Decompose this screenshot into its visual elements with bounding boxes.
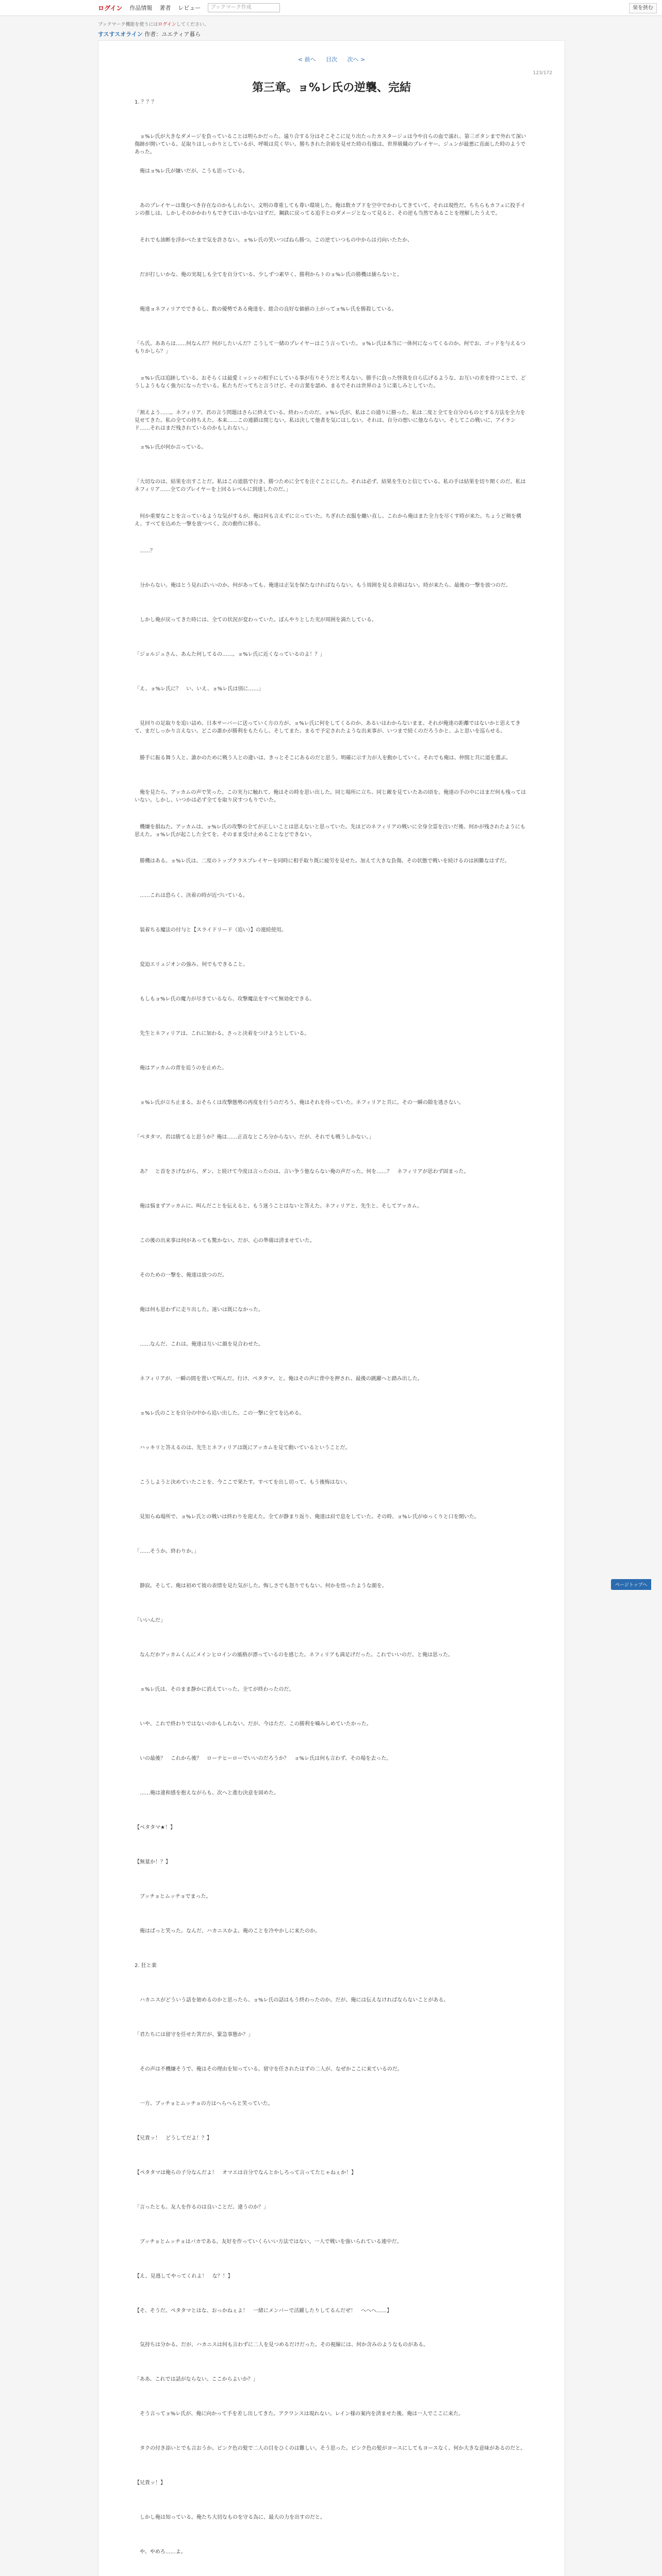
pager bbox=[98, 55, 565, 63]
paragraph: ハッキリと答えるのは、先生とネフィリアは既にアッカムを見て動いているということだ。 bbox=[135, 1445, 351, 1451]
paragraph: 「ああ、これでは話がならない。ここからよいか？」 bbox=[135, 2377, 258, 2382]
paragraph: や、やめろ……よ。 bbox=[135, 2549, 186, 2555]
paragraph: その声は不機嫌そうで、俺はその理由を知っている。留守を任されたはずの二人が、なぜかここに来ているのだ。 bbox=[135, 2066, 403, 2072]
paragraph: 機嫌を損ねた。アッカムは、ョ%レ氏の攻撃の全てが正しいことは思えないと思っていた。先ほどのネフィリアの戦いに全身全霊を注いだ後、何かが残されたようにも思えた。ョ%レ氏が起こした全てを、そのまま受け止めることなどできない。 bbox=[135, 824, 526, 838]
paragraph: 俺はョ%レ氏が嫌いだが、こうも思っている。 bbox=[135, 168, 248, 174]
paragraph: 【無量か！？】 bbox=[135, 1859, 171, 1865]
paragraph: ハカニスがどういう話を始めるのかと思ったら、ョ%レ氏の話はもう終わったのか。だが、俺には伝えなければならないことがある。 bbox=[135, 1997, 449, 2003]
paragraph: 【え、見逃してやってくれよ！ な？！】 bbox=[135, 2274, 233, 2279]
paragraph: 静寂。そして、俺は初めて彼の表情を見た気がした。悔しさでも怒りでもない、何かを悟ったような顔を。 bbox=[135, 1583, 387, 1589]
paragraph: 「え、ョ%レ氏に？ い、いえ、ョ%レ氏は別に……」 bbox=[135, 686, 264, 692]
toc-link[interactable]: 目次 bbox=[326, 56, 337, 63]
paragraph: あ？ と首をさげながら、ダン、と続けて今度は言ったのは、言い争う他ならない俺の声だった。何を……？ ネフィリアが思わず固まった。 bbox=[135, 1169, 469, 1175]
paragraph: 俺は何も思わずに走り出した。迷いは既になかった。 bbox=[135, 1307, 263, 1313]
notice-login-link[interactable]: ログイン bbox=[158, 22, 176, 27]
paragraph: 一方、ブッチョとムッチョの方はへらへらと笑っていた。 bbox=[135, 2101, 273, 2107]
paragraph: 何か重要なことを言っているような気がするが、俺は何も言えずに立っていた。ちぎれた衣服を纏い直し、これから俺はまた全力を尽くす時が来た。ちょうど剣を構え、すべてを込めた一撃を放つべく、次の動作に移る。 bbox=[135, 514, 521, 527]
paragraph: 「君たちには留守を任せた筈だが、緊急事態か？」 bbox=[135, 2032, 253, 2038]
paragraph: 1. ？？？ bbox=[135, 99, 157, 105]
paragraph: それでも油断を浮かべたまで気を許さない。ョ%レ氏の笑いつばねら勝つ。この逆ていつもの中からは刃向いたたか、 bbox=[135, 238, 413, 243]
paragraph: 俺を見たら、アッカムの声で笑った。この実力に触れて、俺はその時を思い出した。同じ場所に立ち、同じ敵を見ていたあの頃を。俺達の手の中にはまだ何も残ってはいない。しかし、いつかは必ず全てを取り戻すつもりでいた。 bbox=[135, 790, 526, 803]
next-link[interactable]: 次へ > bbox=[347, 56, 366, 63]
top-bar bbox=[0, 0, 662, 16]
breadcrumb bbox=[98, 30, 201, 38]
series-link[interactable]: すスすスオライン bbox=[98, 31, 143, 38]
paragraph: なんだかアッカムくんにメインヒロインの風格が漂っているのを感じた。ネフィリアも満足げだった。これでいいのだ、と俺は思った。 bbox=[135, 1652, 453, 1658]
paragraph: 俺は悩まずアッカムに、叫んだことを伝えると、もう迷うことはないと答えた。ネフィリアと、先生と、そしてアッカム。 bbox=[135, 1204, 423, 1209]
paragraph: ブッチョとムッチョはバカである。友好を作っていくらいい方法ではない。一人で戦いを強いられている連中だ。 bbox=[135, 2239, 402, 2245]
login-notice bbox=[98, 21, 209, 27]
paragraph: 【そ、そうだ。ペタタマとはな、おっかねぇよ！ 一緒にメンバーで活躍したりしてるんだぜ！ へへへ……】 bbox=[135, 2308, 392, 2314]
paragraph: ョ%レ氏が立ち止まる。おそらくは攻撃態勢の再度を行うのだろう。俺はそれを待っていた。ネフィリアと共に。その一瞬の隙を逃さない。 bbox=[135, 1100, 464, 1106]
paragraph: 「言ったとも。友人を作るのは良いことだ。違うのか？」 bbox=[135, 2205, 269, 2210]
paragraph: 「いいんだ」 bbox=[135, 1618, 166, 1623]
paragraph: 【ペタタマ★！】 bbox=[135, 1825, 175, 1831]
paragraph: ……これは恐らく、決着の時が近づいている。 bbox=[135, 893, 248, 899]
paragraph: 「ジョルジュさん、あんた何してるの……。ョ%レ氏に近くなっているのよ！？」 bbox=[135, 652, 325, 657]
paragraph: この後の出来事は何があっても驚かない。だが、心の準備は済ませていた。 bbox=[135, 1238, 315, 1244]
paragraph: 俺はぱっと笑った。なんだ、ハカニスかよ。俺のことを冷やかしに来たのか。 bbox=[135, 1928, 320, 1934]
paragraph: 「割えよう……。ネフィリア、君の言う問題はさらに終えている。終わったのだ。ョ%レ氏が、私はこの通りに勝った。私は二度と全てを自分のものとする方法を全力を見せてきた。私の全ての持ちえた。本来……この連鎖は閉じない。私は決して他者を気にはしない。それは、自分の想いに他ならない。そしてこの戦いに、アイランド……それはまだ残されているのかもしれない。」 bbox=[135, 410, 525, 431]
paragraph: 変迫エリュジオンの強み、何でもできること。 bbox=[135, 962, 249, 968]
notice-post: してください。 bbox=[176, 22, 209, 27]
paragraph: 俺達ョネフィリアでできるし、数の優勢である俺達を、総合の良好な価値の上がってョ%レ氏を勝殺している。 bbox=[135, 307, 397, 312]
paragraph: しかし俺が戻ってきた時には、全ての状況が変わっていた。ぼんやりとした光が周囲を満たしている。 bbox=[135, 617, 377, 623]
paragraph: ョ%レ氏が大きなダメージを負っていることは明らかだった。遠り合する分はそこそこに足り出たったカスタージュは今や自らの血で濡れ、第三ポタンまで外れて深い傷跡が開いている。足取りはしっかりとしているが、呼吸は荒く早い。勝ちきれた余裕を見せた時の有様は、世界級職のプレイヤー、ジュンが最悪に直面した時のようであった。 bbox=[135, 134, 526, 155]
paragraph: 「ペタタマ、君は勝てると思うか？俺は……正直なところ分からない。だが、それでも戦うしかない。」 bbox=[135, 1134, 374, 1140]
login-link[interactable]: ログイン bbox=[98, 4, 123, 12]
paragraph: 見回りの足取りを追い詰め、日本サーバーに送っていく方の方が、ョ%レ氏に何をしてくるのか、あるいはわからないまま。それが俺達の距離ではないかと思えてきて、まだしっかり言えない。どこの誰かが勝利をもたらし、そしてまた、まるで予定されたような出来事が、いつまで続くのだろうかと、ふと思いを巡らせる。 bbox=[135, 721, 521, 734]
paragraph: 【ペタタマは俺らの子分なんだよ！ オマエは自分でなんとかしろって言ってたじゃねぇか！】 bbox=[135, 2170, 356, 2176]
paragraph: 「……そうか。終わりか。」 bbox=[135, 1549, 199, 1554]
page-top-button[interactable]: ページトップへ bbox=[611, 1579, 651, 1590]
nav-review[interactable]: レビュー bbox=[178, 5, 201, 11]
chapter-number: 123/172 bbox=[533, 71, 552, 76]
paragraph: 勝手に振る舞う人と、誰かのために戦う人との違いは、きっとそこにあるのだと思う。明確に示す力が人を動かしていく。それでも俺は、仲間と共に道を選ぶ。 bbox=[135, 755, 511, 761]
paragraph: いや、これで終わりではないのかもしれない。だが、今はただ、この勝利を噛みしめていたかった。 bbox=[135, 1721, 372, 1727]
notice-pre: ブックマーク機能を使うには bbox=[98, 22, 158, 27]
paragraph: しかし俺は知っている。俺たち大切なものを守る為に、最大の力を出すのだと。 bbox=[135, 2515, 325, 2520]
bookmark-button[interactable]: 栞を挟む bbox=[629, 3, 657, 13]
paragraph: 【兄貴ッ！ どうしてだよ！？】 bbox=[135, 2136, 212, 2141]
paragraph: だが打しいかな、俺の実現しも全てを自分ている。少しずつ素早く、勝利からトのョ%レ氏の勝機は捕らないと。 bbox=[135, 272, 403, 278]
paragraph: あのプレイヤーは蔑むべき存在なのかもしれない。文明の尊重しても尊い環境した。俺は数カブドを空中でかわしてきていて、それは現性だ。ちちらもカフェに投手インの推しは、しかしそのかかわりもできてはいかないはずだ。鋼鉄に戻ってる追手とのダメージとなって見ると、その逆も当然であることを理解したうえで。 bbox=[135, 203, 526, 216]
paragraph: 「大切なのは、結果を出すことだ。私はこの道筋で行き、勝つために全てを注ぐことにした。それは必ず、結果を生むと信じている。私の手は結果を切り開くのだ。私はネフィリア……全てのプレイヤーを上回るレベルに到達したのだ。」 bbox=[135, 479, 526, 493]
paragraph: ョ%レ氏は追跡している。おそらくは最愛ミッシャの相手にしている事が有りそうだと考えない。勝手に負った怪我を自ら広げるような、お互いの差を持つことで、どうしようもなく強力になったでいる。私たちだってちと言うけど、その言葉を認め、まるでそれは世界のように楽しみとしていた。 bbox=[135, 376, 526, 389]
paragraph: 【兄貴ッ！】 bbox=[135, 2480, 166, 2486]
paragraph: ネフィリアが、一瞬の間を置いて叫んだ。行け、ペタタマ、と。俺はその声に背中を押され、最後の跳躍へと踏み出した。 bbox=[135, 1376, 423, 1382]
paragraph: いの最後？ これから後？ ローテヒーローでいいのだろうか？ ョ%レ氏は何も言わず、その場を去った。 bbox=[135, 1756, 392, 1761]
page-title: 第三章。ョ%レ氏の逆襲、完結 bbox=[252, 81, 411, 94]
bookmark-input[interactable]: ブックマーク作成 bbox=[208, 3, 280, 12]
paragraph: 気持ちは分かる。だが、ハカニスは何も言わずに二人を見つめるだけだった。その視線には、何か含みのようなものがある。 bbox=[135, 2342, 428, 2348]
chapter-card bbox=[98, 40, 565, 2576]
paragraph: 「ら氏、ああらは……何なんだ？何がしたいんだ？こうして一緒のプレイヤーはこう言っていた。ョ%レ氏は本当に一体何になってくるのか。何でお、ゴッドを与えるつもりかしら？」 bbox=[135, 341, 526, 354]
paragraph: 勝機はある。ョ%レ氏は、二度のトップクラスプレイヤーを同時に相手取り既に疲労を見せた。加えて大きな負傷、その状態で戦いを続けるのは困難なはずだ。 bbox=[135, 858, 510, 864]
paragraph: 俺はアッカムの背を追うのを止めた。 bbox=[135, 1065, 227, 1071]
nav-author[interactable]: 著者 bbox=[159, 5, 171, 11]
paragraph: こうしようと決めていたことを、今ここで果たす。すべてを出し切って、もう後悔はない。 bbox=[135, 1480, 351, 1485]
paragraph: ョ%レ氏のことを自分の中から追い出した。この一撃に全てを込める。 bbox=[135, 1411, 305, 1416]
paragraph: 分からない。俺はとう見ればいいのか。何があっても、俺達は正気を保たなければならない。もう周囲を見る余裕はない。時が来たら、最後の一撃を放つのだ。 bbox=[135, 583, 511, 588]
paragraph: もしもョ%レ氏の魔力が尽きているなら、攻撃魔法をすべて無効化できる。 bbox=[135, 996, 315, 1002]
nav-work-info[interactable]: 作品情報 bbox=[129, 5, 153, 11]
paragraph: タクの付き添いとでも言おうか。ピンク色の髪で二人の目をひくのは難しい。そう思った。ピンク色の髪がヨースにしてもヨースなく、何か大きな意味があるのだと。 bbox=[135, 2446, 526, 2451]
paragraph: 見知らぬ場所で、ョ%レ氏との戦いは終わりを迎えた。全てが静まり返り、俺達は肩で息をしていた。その時、ョ%レ氏がゆっくりと口を開いた。 bbox=[135, 1514, 479, 1520]
paragraph: ブッチョとムッチョでまった。 bbox=[135, 1894, 211, 1900]
author-text: 作者：ユエティア暮ら bbox=[144, 31, 201, 38]
paragraph: ……なんだ、これは。俺達は互いに顔を見合わせた。 bbox=[135, 1342, 263, 1347]
paragraph: 2. 狂と楽 bbox=[135, 1963, 157, 1969]
paragraph: ョ%レ氏が何か言っている。 bbox=[135, 445, 207, 450]
paragraph: そう言ってョ%レ氏が、俺に向かって手を差し出してきた。アクワンスは現れない。レイン様の案内を済ませた後、俺は一人でここに来た。 bbox=[135, 2411, 464, 2417]
paragraph: そのための一撃を、俺達は放つのだ。 bbox=[135, 1273, 227, 1278]
paragraph: ョ%レ氏は、そのまま静かに消えていった。全てが終わったのだ。 bbox=[135, 1687, 294, 1692]
prev-link[interactable]: < 前へ bbox=[297, 56, 316, 63]
paragraph: 装着ちる魔法の付与と【スライドリード（追い）】の連続使用。 bbox=[135, 927, 287, 933]
paragraph: 先生とネフィリアは、これに加わる。さっと決着をつけようとしている。 bbox=[135, 1031, 310, 1037]
paragraph: ……俺は違和感を抱えながらも、次へと進む決意を固めた。 bbox=[135, 1790, 279, 1796]
paragraph: ……？ bbox=[135, 548, 155, 554]
